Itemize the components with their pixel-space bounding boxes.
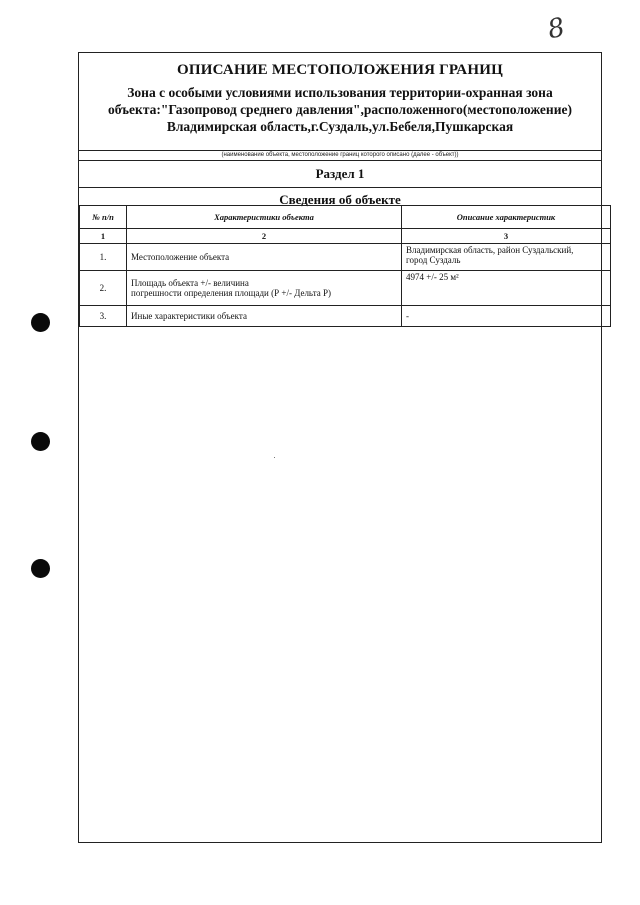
header-characteristic: Характеристики объекта [127,206,402,229]
title-block [79,53,601,151]
zone-description-line: объекта:"Газопровод среднего давления",расположенного(местоположение) [108,102,572,117]
zone-description-line: Зона с особыми условиями использования территории-охранная зона [127,85,553,100]
table-header-row [80,206,611,229]
characteristic-line: Иные характеристики объекта [131,311,247,321]
table-row [80,306,611,327]
punch-hole-1 [31,313,50,332]
section-title: Раздел 1 [79,160,601,188]
row-description [402,306,611,327]
zone-description [79,84,601,135]
column-number: 1 [80,229,127,244]
zone-description-line: Владимирская область,г.Суздаль,ул.Бебеля,Пушкарская [166,119,514,134]
row-characteristic [127,271,402,306]
object-caption: (наименование объекта, местоположение границ которого описано (далее - объект)) [221,152,459,158]
characteristic-line: Площадь объекта +/- величина [131,278,249,288]
column-number: 3 [402,229,611,244]
row-number: 3. [80,306,127,327]
punch-hole-3 [31,559,50,578]
table-column-number-row [80,229,611,244]
row-characteristic [127,244,402,271]
document-frame [78,52,602,843]
characteristic-line: Местоположение объекта [131,252,230,262]
punch-hole-2 [31,432,50,451]
info-title: Сведения об объекте [279,192,401,207]
characteristic-line: погрешности определения площади (Р +/- Дельта Р) [131,288,331,298]
scan-speck [274,457,275,458]
row-characteristic [127,306,402,327]
description-line: Владимирская область, район Суздальский, [406,245,574,255]
row-description [402,271,611,306]
row-description [402,244,611,271]
column-number: 2 [127,229,402,244]
handwritten-page-number: 8 [545,12,568,46]
description-line: 4974 +/- 25 м² [406,272,459,282]
description-line: город Суздаль [406,255,461,265]
row-number: 2. [80,271,127,306]
row-number: 1. [80,244,127,271]
table-row [80,244,611,271]
object-info-table [79,205,611,327]
header-description: Описание характеристик [402,206,611,229]
document-title: ОПИСАНИЕ МЕСТОПОЛОЖЕНИЯ ГРАНИЦ [177,62,503,78]
header-number: № п/п [80,206,127,229]
table-row [80,271,611,306]
description-line: - [406,311,409,321]
